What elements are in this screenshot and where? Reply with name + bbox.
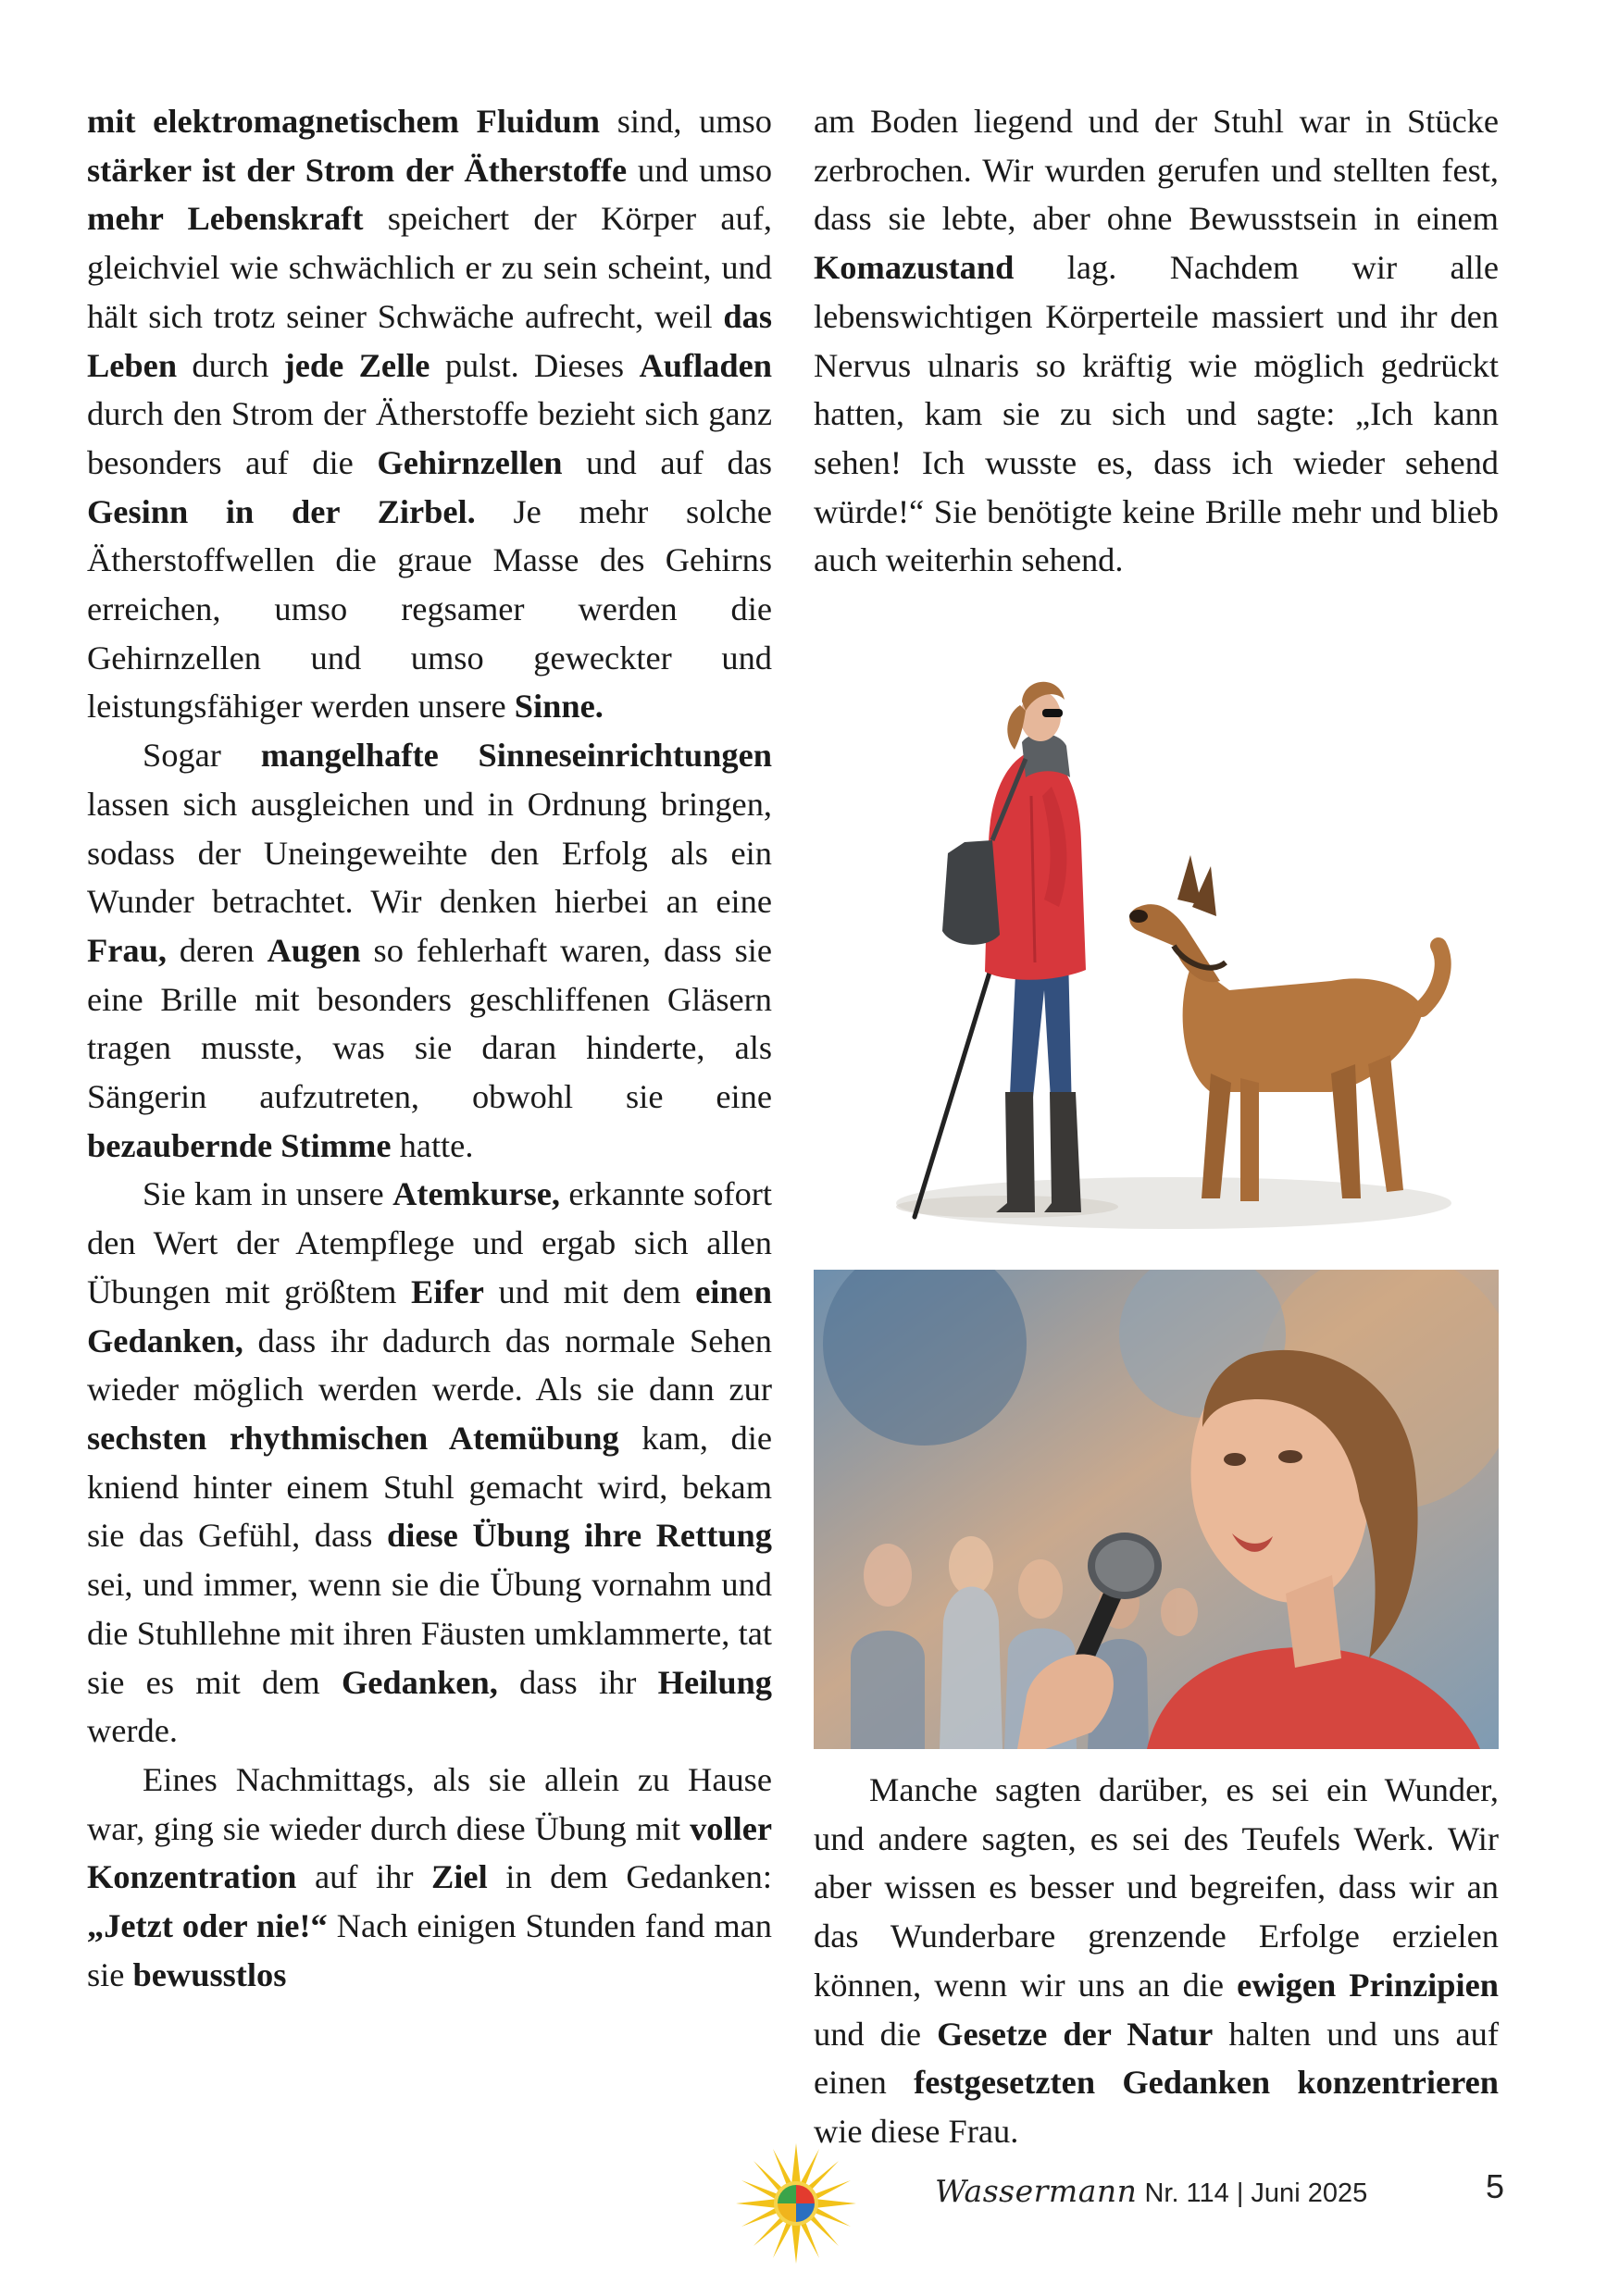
bold-text: Augen — [267, 931, 361, 969]
text: durch — [177, 346, 284, 384]
publication-info — [935, 2173, 1367, 2219]
page-number: 5 — [1486, 2167, 1505, 2205]
text: deren — [166, 931, 268, 969]
white-cane — [915, 939, 1000, 1217]
bold-text: Gesinn in der Zirbel. — [87, 492, 476, 530]
text: pulst. Dieses — [430, 346, 640, 384]
bold-text: Atemkurse, — [392, 1175, 560, 1213]
text: Nach einigen Stunden fand man sie — [87, 1907, 772, 1993]
issue-info: Nr. 114 | Juni 2025 — [1144, 2178, 1368, 2208]
text: lag. Nachdem wir alle lebenswichtigen Körperteile massiert und ihr den Nervus ulnaris so kräftig wie möglich gedrückt hatten, kam sie zu sich und sagte: „Ich kann sehen! Ich wusste es, dass ich wieder sehend würde!“ Sie benötigte keine Brille mehr und blieb auch weiterhin sehend. — [814, 249, 1499, 579]
bold-text: Sinne. — [514, 688, 604, 726]
bold-text: Gedanken, — [341, 1663, 498, 1701]
paragraph — [87, 97, 772, 731]
text: Eines Nachmittags, als sie allein zu Hause war, ging sie wieder durch diese Übung mit — [87, 1760, 772, 1847]
right-text-column-bottom — [814, 1766, 1499, 2156]
bold-text: Komazustand — [814, 249, 1015, 287]
bold-text: voller Konzentration — [87, 1809, 772, 1896]
bold-text: diese Übung ihre Rettung — [386, 1517, 772, 1555]
text: Je mehr solche Ätherstoffwellen die graue Masse des Gehirns erreichen, umso regsamer werden die Gehirnzellen und umso geweckter und leistungsfähiger werden unsere — [87, 492, 772, 726]
text: Manche sagten darüber, es sei ein Wunder, und andere sagten, es sei des Teufels Werk. Wir aber wissen es besser und begreifen, dass wir an das Wunderbare grenzende Erfolge erzielen können, wenn wir uns an die — [814, 1771, 1499, 2004]
paragraph — [814, 97, 1499, 585]
bold-text: jede Zelle — [283, 346, 430, 384]
text: durch den Strom der Ätherstoffe bezieht sich ganz besonders auf die — [87, 395, 772, 481]
bold-text: mehr Lebenskraft — [87, 200, 364, 238]
left-text-column — [87, 97, 772, 1999]
bold-text: bewusstlos — [132, 1955, 287, 1993]
text: am Boden liegend und der Stuhl war in Stücke zerbrochen. Wir wurden gerufen und stellten fest, dass sie lebte, aber ohne Bewusstsein in einem — [814, 103, 1499, 238]
bold-text: Gehirnzellen — [377, 443, 563, 481]
singer-with-microphone-illustration — [814, 1270, 1499, 1749]
bold-text: ewigen Prinzipien — [1237, 1966, 1499, 2004]
text: auf ihr — [296, 1858, 432, 1896]
text: werde. — [87, 1712, 178, 1750]
paragraph — [87, 1170, 772, 1755]
right-text-column-top — [814, 97, 1499, 585]
text: kam, die kniend hinter einem Stuhl gemacht wird, bekam sie das Gefühl, dass — [87, 1419, 773, 1555]
text: lassen sich ausgleichen und in Ordnung bringen, sodass der Uneingeweihte den Erfolg als ein Wunder betrachtet. Wir denken hierbei an eine — [87, 785, 772, 921]
bold-text: Frau, — [87, 931, 167, 969]
woman-with-guide-dog-illustration — [896, 657, 1451, 1231]
paragraph — [87, 1756, 772, 2000]
bold-text: mit elektromagnetischem Fluidum — [87, 103, 601, 140]
text: halten und uns auf einen — [814, 2015, 1499, 2102]
text: erkannte sofort den Wert der Atempflege und ergab sich allen Übungen mit größtem — [87, 1175, 772, 1310]
text: und mit dem — [483, 1272, 696, 1310]
text: dass ihr dadurch das normale Sehen wieder möglich werden werde. Als sie dann zur — [87, 1322, 772, 1409]
bold-text: Ziel — [431, 1858, 488, 1896]
bold-text: sechsten rhythmischen Atemübung — [87, 1419, 619, 1457]
text: dass ihr — [497, 1663, 658, 1701]
text: und die — [814, 2015, 938, 2053]
magazine-name: Wassermann — [935, 2173, 1138, 2209]
text: und umso — [627, 151, 773, 189]
text: sind, umso — [600, 103, 772, 140]
guide-dog — [1129, 855, 1443, 1201]
text: sei, und immer, wenn sie die Übung vornahm und die Stuhllehne mit ihren Fäusten umklammerte, tat sie es mit dem — [87, 1566, 772, 1701]
bold-text: „Jetzt oder nie!“ — [87, 1907, 328, 1945]
bold-text: bezaubernde Stimme — [87, 1126, 392, 1164]
bold-text: einen Gedanken, — [87, 1272, 772, 1359]
bold-text: Aufladen — [639, 346, 773, 384]
sun-logo — [736, 2143, 856, 2264]
bold-text: Gesetze der Natur — [937, 2015, 1214, 2053]
bold-text: Heilung — [657, 1663, 773, 1701]
text: wie diese Frau. — [814, 2112, 1019, 2150]
bold-text: das Leben — [87, 297, 772, 384]
text: hatte. — [391, 1126, 474, 1164]
bold-text: Eifer — [411, 1272, 484, 1310]
bold-text: mangelhafte Sinneseinrichtungen — [260, 737, 773, 775]
bold-text: stärker ist der Strom der Ätherstoffe — [87, 151, 628, 189]
text: so fehlerhaft waren, dass sie eine Brille mit besonders geschliffenen Gläsern tragen musste, was sie daran hinderte, als Sängerin aufzutreten, obwohl sie eine — [87, 931, 772, 1116]
text: Sogar — [143, 737, 261, 775]
paragraph — [87, 731, 772, 1170]
text: in dem Gedanken: — [487, 1858, 772, 1896]
paragraph — [814, 1766, 1499, 2156]
text: speichert der Körper auf, gleichviel wie schwächlich er zu sein scheint, und hält sich trotz seiner Schwäche aufrecht, weil — [87, 200, 772, 335]
text: Sie kam in unsere — [143, 1175, 393, 1213]
bold-text: festgesetzten Gedanken konzentrieren — [914, 2064, 1499, 2102]
text: und auf das — [562, 443, 773, 481]
